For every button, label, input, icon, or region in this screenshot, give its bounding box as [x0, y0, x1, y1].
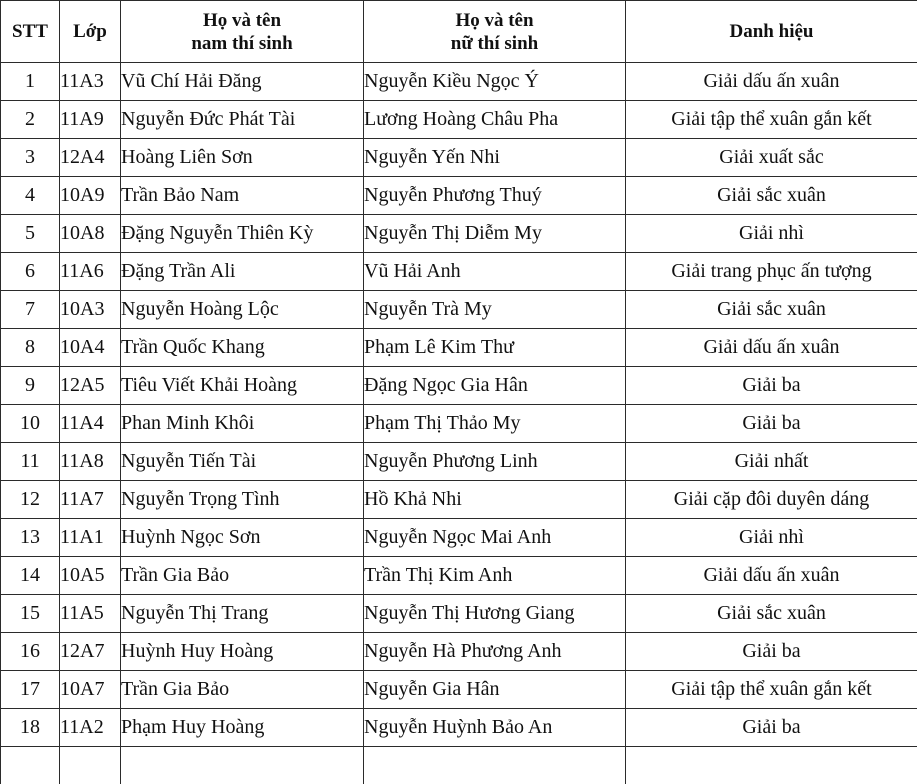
- cell-stt: 6: [1, 253, 60, 291]
- table-row: [1, 101, 917, 139]
- cell-class: 11A6: [60, 253, 121, 291]
- cell-stt: 8: [1, 329, 60, 367]
- table-row: [1, 329, 917, 367]
- cell-award: Giải nhất: [626, 443, 917, 481]
- cell-stt: 11: [1, 443, 60, 481]
- cell-class: 10A3: [60, 291, 121, 329]
- cell-stt: 10: [1, 405, 60, 443]
- cell-class: 10A7: [60, 671, 121, 709]
- table-row: [1, 139, 917, 177]
- cell-female-name: Phạm Lê Kim Thư: [364, 329, 626, 367]
- cell-stt: 5: [1, 215, 60, 253]
- cell-stt: 16: [1, 633, 60, 671]
- cell-female-name: Nguyễn Ngọc Mai Anh: [364, 519, 626, 557]
- cell-award: Giải tập thể xuân gắn kết: [626, 101, 917, 139]
- cell-class: 10A4: [60, 329, 121, 367]
- cell-award: Giải xuất sắc: [626, 139, 917, 177]
- cell-male-name: Vũ Chí Hải Đăng: [121, 63, 364, 101]
- cell-award: Giải dấu ấn xuân: [626, 329, 917, 367]
- cell-male-name: Đặng Trần Ali: [121, 253, 364, 291]
- cell-female-name: Nguyễn Yến Nhi: [364, 139, 626, 177]
- table-row: [1, 481, 917, 519]
- cell-stt: 14: [1, 557, 60, 595]
- cell-stt: 15: [1, 595, 60, 633]
- table-row: [1, 557, 917, 595]
- cell-female-name: Nguyễn Kiều Ngọc Ý: [364, 63, 626, 101]
- cell-female-name: Phạm Thị Thảo My: [364, 405, 626, 443]
- cell-male-name: Nguyễn Hoàng Lộc: [121, 291, 364, 329]
- cell-stt: 18: [1, 709, 60, 747]
- cell-award: Giải dấu ấn xuân: [626, 63, 917, 101]
- cell-female-name: Nguyễn Huỳnh Bảo An: [364, 709, 626, 747]
- header-class: Lớp: [60, 1, 121, 63]
- cell-female-name: Nguyễn Phương Linh: [364, 443, 626, 481]
- cell-class: 11A5: [60, 595, 121, 633]
- table-row: [1, 709, 917, 747]
- cell-empty: [626, 747, 917, 784]
- table-row: [1, 443, 917, 481]
- table-row: [1, 519, 917, 557]
- cell-class: 11A3: [60, 63, 121, 101]
- cell-male-name: Trần Gia Bảo: [121, 557, 364, 595]
- header-female-name: Họ và tên nữ thí sinh: [364, 1, 626, 63]
- cell-award: Giải sắc xuân: [626, 291, 917, 329]
- cell-class: 10A8: [60, 215, 121, 253]
- cell-class: 12A5: [60, 367, 121, 405]
- cell-award: Giải sắc xuân: [626, 595, 917, 633]
- cell-class: 12A7: [60, 633, 121, 671]
- cell-stt: 3: [1, 139, 60, 177]
- cell-class: 12A4: [60, 139, 121, 177]
- cell-award: Giải ba: [626, 709, 917, 747]
- cell-class: 11A8: [60, 443, 121, 481]
- table-row: [1, 63, 917, 101]
- cell-male-name: Trần Quốc Khang: [121, 329, 364, 367]
- cell-female-name: Đặng Ngọc Gia Hân: [364, 367, 626, 405]
- cell-class: 11A7: [60, 481, 121, 519]
- cell-award: Giải ba: [626, 405, 917, 443]
- cell-empty: [60, 747, 121, 784]
- table-row: [1, 177, 917, 215]
- cell-female-name: Nguyễn Phương Thuý: [364, 177, 626, 215]
- header-row: [1, 1, 917, 63]
- table-row-partial: [1, 747, 917, 784]
- table-row: [1, 405, 917, 443]
- cell-class: 11A4: [60, 405, 121, 443]
- cell-award: Giải nhì: [626, 215, 917, 253]
- cell-award: Giải dấu ấn xuân: [626, 557, 917, 595]
- cell-class: 10A5: [60, 557, 121, 595]
- cell-male-name: Nguyễn Trọng Tình: [121, 481, 364, 519]
- cell-award: Giải tập thể xuân gắn kết: [626, 671, 917, 709]
- cell-male-name: Trần Bảo Nam: [121, 177, 364, 215]
- cell-male-name: Nguyễn Đức Phát Tài: [121, 101, 364, 139]
- header-male-name: Họ và tên nam thí sinh: [121, 1, 364, 63]
- cell-female-name: Vũ Hải Anh: [364, 253, 626, 291]
- cell-male-name: Phạm Huy Hoàng: [121, 709, 364, 747]
- cell-class: 10A9: [60, 177, 121, 215]
- table-row: [1, 215, 917, 253]
- cell-female-name: Nguyễn Trà My: [364, 291, 626, 329]
- cell-female-name: Trần Thị Kim Anh: [364, 557, 626, 595]
- table-row: [1, 671, 917, 709]
- cell-male-name: Đặng Nguyễn Thiên Kỳ: [121, 215, 364, 253]
- cell-male-name: Hoàng Liên Sơn: [121, 139, 364, 177]
- cell-stt: 4: [1, 177, 60, 215]
- cell-award: Giải nhì: [626, 519, 917, 557]
- cell-male-name: Huỳnh Huy Hoàng: [121, 633, 364, 671]
- cell-female-name: Nguyễn Gia Hân: [364, 671, 626, 709]
- cell-female-name: Lương Hoàng Châu Pha: [364, 101, 626, 139]
- cell-stt: 7: [1, 291, 60, 329]
- cell-male-name: Nguyễn Tiến Tài: [121, 443, 364, 481]
- cell-class: 11A1: [60, 519, 121, 557]
- cell-award: Giải ba: [626, 367, 917, 405]
- table-row: [1, 595, 917, 633]
- cell-male-name: Huỳnh Ngọc Sơn: [121, 519, 364, 557]
- cell-female-name: Nguyễn Hà Phương Anh: [364, 633, 626, 671]
- cell-award: Giải sắc xuân: [626, 177, 917, 215]
- cell-stt: 1: [1, 63, 60, 101]
- cell-class: 11A2: [60, 709, 121, 747]
- cell-stt: 2: [1, 101, 60, 139]
- cell-male-name: Trần Gia Bảo: [121, 671, 364, 709]
- cell-stt: 13: [1, 519, 60, 557]
- cell-female-name: Nguyễn Thị Hương Giang: [364, 595, 626, 633]
- cell-empty: [121, 747, 364, 784]
- cell-empty: [364, 747, 626, 784]
- cell-award: Giải cặp đôi duyên dáng: [626, 481, 917, 519]
- cell-stt: 17: [1, 671, 60, 709]
- table-row: [1, 291, 917, 329]
- header-stt: STT: [1, 1, 60, 63]
- table-row: [1, 633, 917, 671]
- cell-award: Giải trang phục ấn tượng: [626, 253, 917, 291]
- cell-female-name: Nguyễn Thị Diễm My: [364, 215, 626, 253]
- cell-class: 11A9: [60, 101, 121, 139]
- table-row: [1, 253, 917, 291]
- cell-male-name: Phan Minh Khôi: [121, 405, 364, 443]
- cell-male-name: Tiêu Viết Khải Hoàng: [121, 367, 364, 405]
- cell-male-name: Nguyễn Thị Trang: [121, 595, 364, 633]
- cell-empty: [1, 747, 60, 784]
- cell-award: Giải ba: [626, 633, 917, 671]
- cell-female-name: Hồ Khả Nhi: [364, 481, 626, 519]
- header-award: Danh hiệu: [626, 1, 917, 63]
- cell-stt: 12: [1, 481, 60, 519]
- cell-stt: 9: [1, 367, 60, 405]
- table-row: [1, 367, 917, 405]
